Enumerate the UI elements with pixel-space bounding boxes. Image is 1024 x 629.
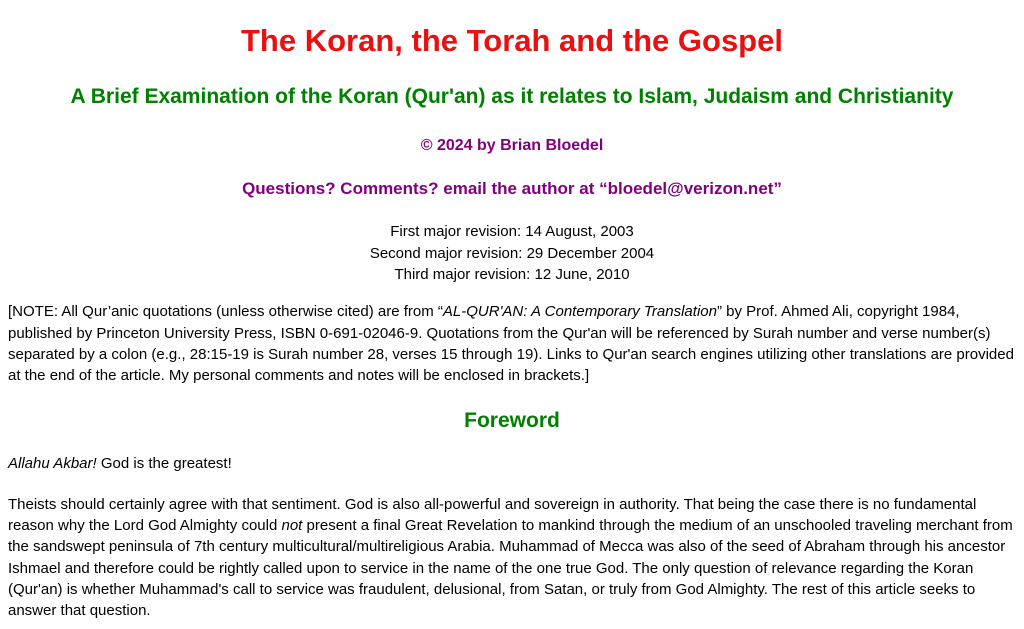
page-subtitle: A Brief Examination of the Koran (Qur'an) as it relates to Islam, Judaism and Christianity bbox=[70, 85, 954, 109]
arabic-phrase: Allahu Akbar! bbox=[8, 454, 97, 472]
revision-item: First major revision: 14 August, 2003 bbox=[390, 223, 634, 241]
note-text-part2: ” by Prof. Ahmed Ali, copyright 1984, published by Princeton University Press, ISBN 0-691-02046-9. Quotations from the Qur'an will be referenced by Surah number and verse number(s) separated by a colon (e.g., 28:15-19 is Surah number 28, verses 15 through 19). Links to Qur'an search engines utilizing other translations are provided at the end of the article. My personal comments and notes will be enclosed in brackets.] bbox=[8, 303, 1014, 385]
revision-item: Third major revision: 12 June, 2010 bbox=[394, 266, 630, 284]
body-emphasis: not bbox=[281, 517, 303, 535]
foreword-body-paragraph bbox=[8, 494, 1016, 622]
body-part2: present a final Great Revelation to mankind through the medium of an unschooled traveling merchant from the sandswept peninsula of 7th century multicultural/multireligious Arabia. Muhammad of Mecca was also of the seed of Abraham through his ancestor Ishmael and therefore could be rightly called upon to service in the name of the one true God. The only question of relevance regarding the Koran (Qur'an) is whether Muhammad's call to service was fraudulent, delusional, from Satan, or truly from God Almighty. The rest of this article seeks to answer that question. bbox=[8, 517, 1013, 620]
note-text-part1: [NOTE: All Qur’anic quotations (unless otherwise cited) are from “ bbox=[8, 303, 443, 321]
note-book-title: AL-QUR'AN: A Contemporary Translation bbox=[442, 303, 717, 321]
foreword-opening-rest: God is the greatest! bbox=[96, 454, 232, 472]
revision-item: Second major revision: 29 December 2004 bbox=[369, 244, 655, 262]
author-contact-line: Questions? Comments? email the author at “bloedel@verizon.net” bbox=[242, 179, 782, 199]
body-part1: Theists should certainly agree with that sentiment. God is also all-powerful and sovereign in authority. That being the case there is no fundamental reason why the Lord God Almighty could bbox=[8, 495, 977, 535]
copyright-line: © 2024 by Brian Bloedel bbox=[420, 137, 604, 155]
translation-note bbox=[8, 301, 1016, 386]
page-title: The Koran, the Torah and the Gospel bbox=[241, 23, 783, 58]
revision-history bbox=[8, 221, 1016, 285]
section-heading-foreword: Foreword bbox=[464, 408, 560, 432]
foreword-opening-line bbox=[8, 453, 1016, 474]
